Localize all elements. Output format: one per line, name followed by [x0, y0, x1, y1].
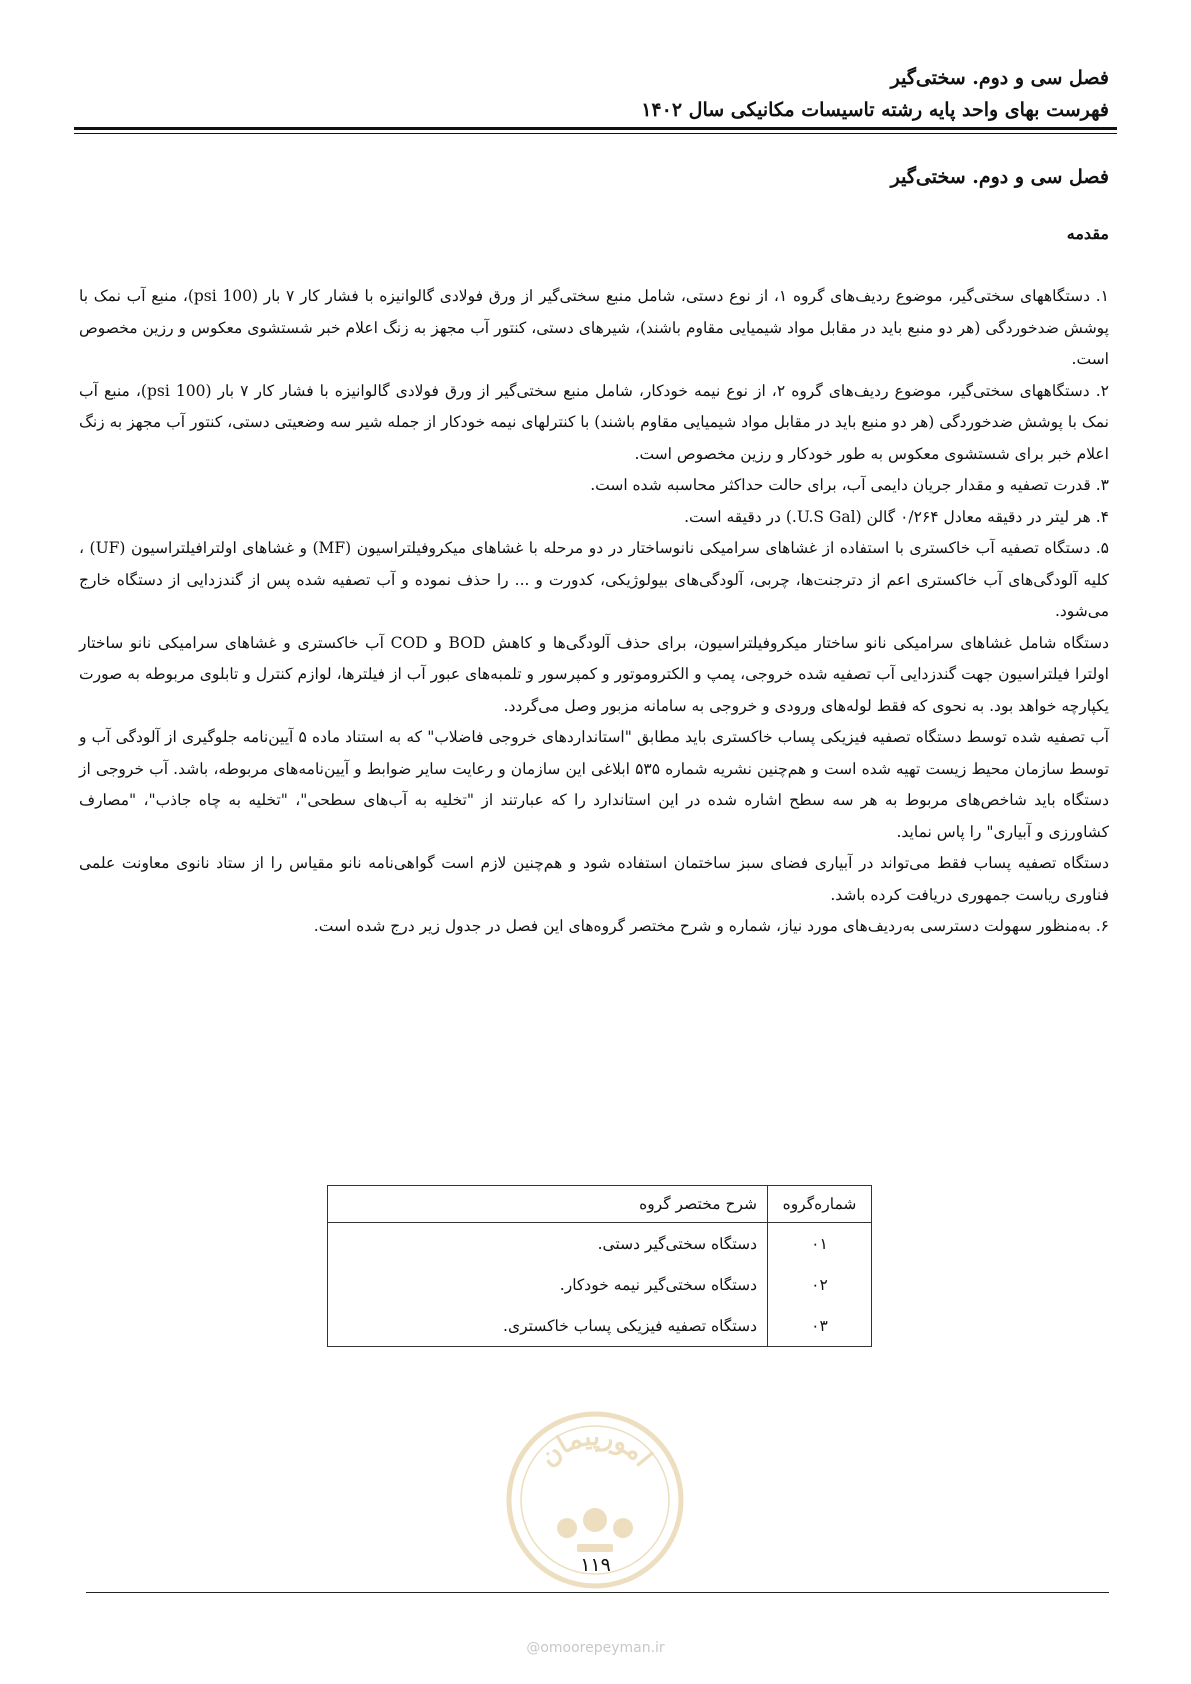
watermark-person-icon — [583, 1508, 607, 1532]
watermark-base-icon — [577, 1544, 613, 1552]
paragraph-4: ۴. هر لیتر در دقیقه معادل ۰/۲۶۴ گالن (U.S Gal.) در دقیقه است. — [684, 507, 1109, 526]
paragraph-6: دستگاه شامل غشاهای سرامیکی نانو ساختار میکروفیلتراسیون، برای حذف آلودگی‌ها و کاهش BOD و COD آب خاکستری و غشاهای سرامیکی نانو ساختار اولترا فیلتراسیون جهت گندزدایی آب تصفیه شده خروجی، پمپ و الکتروموتور و کمپرسور و تلمبه‌های عبور آب از فیلترها، لوازم کنترل و تابلوی مربوطه به صورت یکپارچه خواهد بود. به نحوی که فقط لوله‌های ورودی و خروجی به سامانه مزبور وصل می‌گردد. — [79, 633, 1109, 715]
group-description-cell: دستگاه تصفیه فیزیکی پساب خاکستری. — [328, 1305, 768, 1347]
table-header-group-number: شماره‌گروه — [768, 1186, 872, 1223]
group-description-cell: دستگاه سختی‌گیر دستی. — [328, 1223, 768, 1265]
paragraph-9: ۶. به‌منظور سهولت دسترسی به‌ردیف‌های مورد نیاز، شماره و شرح مختصر گروه‌های این فصل در جدول زیر درج شده است. — [313, 917, 1109, 935]
group-number-cell: ۰۱ — [768, 1223, 872, 1265]
header-rule-thin — [74, 133, 1117, 134]
header-rule-thick — [74, 127, 1117, 130]
group-number-cell: ۰۳ — [768, 1305, 872, 1347]
paragraph-7: آب تصفیه شده توسط دستگاه تصفیه فیزیکی پساب خاکستری باید مطابق "استانداردهای خروجی فاضلاب" که به استناد ماده ۵ آیین‌نامه جلوگیری از آلودگی آب و توسط سازمان محیط زیست تهیه شده است و هم‌چنین نشریه شماره ۵۳۵ ابلاغی این سازمان و رعایت سایر ضوابط و آیین‌نامه‌های مربوطه، باشد. آب خروجی از دستگاه باید شاخص‌های مربوط به هر سه سطح اشاره شده در این استاندارد را که عبارتند از "تخلیه به آب‌های سطحی"، "تخلیه به چاه جاذب"، "مصارف کشاورزی و آبیاری" را پاس نماید. — [79, 728, 1110, 841]
footer-rule — [86, 1592, 1109, 1593]
header-chapter-line: فصل سی و دوم. سختی‌گیر — [890, 67, 1109, 89]
table-header-description: شرح مختصر گروه — [328, 1186, 768, 1223]
paragraph-5: ۵. دستگاه تصفیه آب خاکستری با استفاده از غشاهای سرامیکی نانوساختار در دو مرحله با غشاهای میکروفیلتراسیون (MF) و غشاهای اولترافیلتراسیون (UF) ، کلیه آلودگی‌های آب خاکستری اعم از دترجنت‌ها، چربی، آلودگی‌های بیولوژیکی، کدورت و ... را حذف نموده و آب تصفیه شده پس از گندزدایی از دستگاه خارج می‌شود. — [79, 539, 1109, 620]
running-header — [79, 62, 1109, 126]
watermark-emblems — [557, 1508, 633, 1552]
paragraph-3: ۳. قدرت تصفیه و مقدار جریان دایمی آب، برای حالت حداکثر محاسبه شده است. — [590, 476, 1109, 494]
chapter-title: فصل سی و دوم. سختی‌گیر — [890, 166, 1109, 188]
body-text — [79, 281, 1109, 943]
group-description-cell: دستگاه سختی‌گیر نیمه خودکار. — [328, 1264, 768, 1305]
paragraph-2: ۲. دستگاههای سختی‌گیر، موضوع ردیف‌های گروه ۲، از نوع نیمه خودکار، شامل منبع سختی‌گیر از ورق فولادی گالوانیزه با فشار کار ۷ بار (100 psi)، منبع آب نمک با پوشش ضدخوردگی (هر دو منبع باید در مقابل مواد شیمیایی مقاوم باشند) با کنترلهای نیمه خودکار از جمله شیر سه وضعیتی دستی، کنتور آب مجهز به زنگ اعلام خبر برای شستشوی معکوس به طور خودکار و رزین مخصوص است. — [79, 381, 1109, 463]
watermark-gear-icon — [613, 1518, 633, 1538]
table-header-row — [328, 1186, 872, 1223]
watermark-logo-text: امورپیمان — [533, 1421, 658, 1473]
section-title: مقدمه — [1066, 224, 1109, 243]
group-table — [327, 1185, 872, 1347]
group-number-cell: ۰۲ — [768, 1264, 872, 1305]
table-row — [328, 1264, 872, 1305]
watermark-scale-icon — [557, 1518, 577, 1538]
paragraph-1: ۱. دستگاههای سختی‌گیر، موضوع ردیف‌های گروه ۱، از نوع دستی، شامل منبع سختی‌گیر از ورق فولادی گالوانیزه با فشار کار ۷ بار (100 psi)، منبع آب نمک با پوشش ضدخوردگی (هر دو منبع باید در مقابل مواد شیمیایی مقاوم باشند)، شیرهای دستی، کنتور آب مجهز به زنگ اعلام خبر شستشوی معکوس و رزین مخصوص است. — [79, 287, 1109, 368]
page-number: ۱۱۹ — [580, 1554, 611, 1576]
paragraph-8: دستگاه تصفیه پساب فقط می‌تواند در آبیاری فضای سبز ساختمان استفاده شود و هم‌چنین لازم است گواهی‌نامه نانو مقیاس را از ستاد نانوی معاونت علمی فناوری ریاست جمهوری دریافت کرده باشد. — [79, 854, 1109, 904]
table-row — [328, 1305, 872, 1347]
site-watermark: @omoorepeyman.ir — [526, 1640, 665, 1656]
table-row — [328, 1223, 872, 1265]
header-list-line: فهرست بهای واحد پایه رشته تاسیسات مکانیکی سال ۱۴۰۲ — [641, 99, 1109, 121]
